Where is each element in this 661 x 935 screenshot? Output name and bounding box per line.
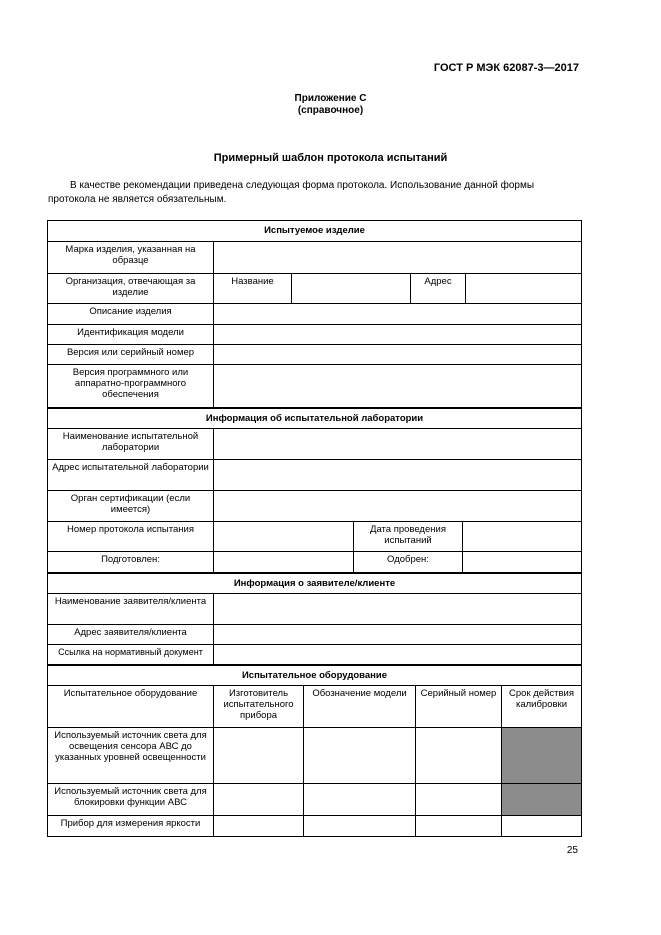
applicant-address-value-cell[interactable] [214,625,581,644]
lab-address-label: Адрес испытательной лаборатории [48,460,214,490]
description-value-cell[interactable] [214,304,581,324]
section-header-product [48,221,581,242]
lab-name-label: Наименование испытательной лаборатории [48,429,214,459]
row-normative [48,645,581,666]
version-value-cell[interactable] [214,345,581,364]
normative-value-cell[interactable] [214,645,581,664]
serial-col-header: Серийный номер [416,686,502,727]
protocol-table [47,220,582,837]
document-title: Примерный шаблон протокола испытаний [213,152,448,164]
equipment-name: Используемый источник света для освещения сенсора АВС до указанных уровней освещенности [48,728,214,783]
applicant-address-label: Адрес заявителя/клиента [48,625,214,644]
org-address-label: Адрес [411,274,466,303]
row-signatures [48,552,581,574]
equipment-name: Используемый источник света для блокировки функции АВС [48,784,214,815]
brand-label: Марка изделия, указанная на образце [48,242,214,273]
model-cell[interactable] [304,728,416,783]
section-header-equipment [48,666,581,686]
row-model [48,325,581,345]
calibration-cell-shaded [502,784,581,815]
row-organization [48,274,581,304]
certification-label: Орган сертификации (если имеется) [48,491,214,521]
org-name-value-cell[interactable] [292,274,411,303]
equipment-col-header: Испытательное оборудование [48,686,214,727]
section-header-applicant [48,574,581,594]
applicant-name-label: Наименование заявителя/клиента [48,594,214,624]
model-cell[interactable] [304,784,416,815]
equipment-row-luminance [48,816,581,836]
org-address-value-cell[interactable] [466,274,581,303]
model-cell[interactable] [304,816,416,836]
certification-value-cell[interactable] [214,491,581,521]
row-lab-address [48,460,581,491]
org-label: Организация, отвечающая за изделие [48,274,214,303]
lab-name-value-cell[interactable] [214,429,581,459]
equipment-name: Прибор для измерения яркости [48,816,214,836]
org-name-label: Название [214,274,292,303]
serial-cell[interactable] [416,816,502,836]
row-applicant-address [48,625,581,645]
page-number: 25 [566,845,578,856]
description-label: Описание изделия [48,304,214,324]
section-title: Информация о заявителе/клиенте [233,578,396,589]
row-description [48,304,581,325]
equipment-header-row [48,686,581,728]
row-applicant-name [48,594,581,625]
manufacturer-cell[interactable] [214,816,304,836]
row-version [48,345,581,365]
prepared-label: Подготовлен: [48,552,214,572]
calibration-cell-shaded [502,728,581,783]
lab-address-value-cell[interactable] [214,460,581,490]
approved-value-cell[interactable] [463,552,581,572]
approved-label: Одобрен: [354,552,463,572]
row-certification [48,491,581,522]
section-header-lab [48,409,581,429]
test-date-label: Дата проведения испытаний [354,522,463,551]
software-label: Версия программного или аппаратно-программного обеспечения [48,365,214,407]
applicant-name-value-cell[interactable] [214,594,581,624]
protocol-label: Номер протокола испытания [48,522,214,551]
row-protocol [48,522,581,552]
intro-paragraph: В качестве рекомендации приведена следующая форма протокола. Использование данной формы протокола не является обязательным. [48,180,535,205]
test-date-value-cell[interactable] [463,522,581,551]
version-label: Версия или серийный номер [48,345,214,364]
model-col-header: Обозначение модели [304,686,416,727]
calibration-cell[interactable] [502,816,581,836]
equipment-row-light-block [48,784,581,816]
annex-title: Приложение С [294,93,367,104]
standard-code: ГОСТ Р МЭК 62087-3—2017 [433,62,579,74]
protocol-value-cell[interactable] [214,522,354,551]
serial-cell[interactable] [416,728,502,783]
annex-heading [0,93,661,117]
normative-label: Ссылка на нормативный документ [48,645,214,664]
model-label: Идентификация модели [48,325,214,344]
manufacturer-cell[interactable] [214,728,304,783]
brand-value-cell[interactable] [214,242,581,273]
section-title: Испытуемое изделие [264,225,365,236]
section-title: Испытательное оборудование [241,670,388,681]
section-title: Информация об испытательной лаборатории [205,413,424,424]
calibration-col-header: Срок действия калибровки [509,688,574,710]
software-value-cell[interactable] [214,365,581,407]
equipment-row-light-abc [48,728,581,784]
manufacturer-col-header: Изготовитель испытательного прибора [214,686,304,727]
row-lab-name [48,429,581,460]
prepared-value-cell[interactable] [214,552,354,572]
row-brand [48,242,581,274]
annex-note: (справочное) [297,105,364,116]
model-value-cell[interactable] [214,325,581,344]
serial-cell[interactable] [416,784,502,815]
manufacturer-cell[interactable] [214,784,304,815]
row-software [48,365,581,409]
